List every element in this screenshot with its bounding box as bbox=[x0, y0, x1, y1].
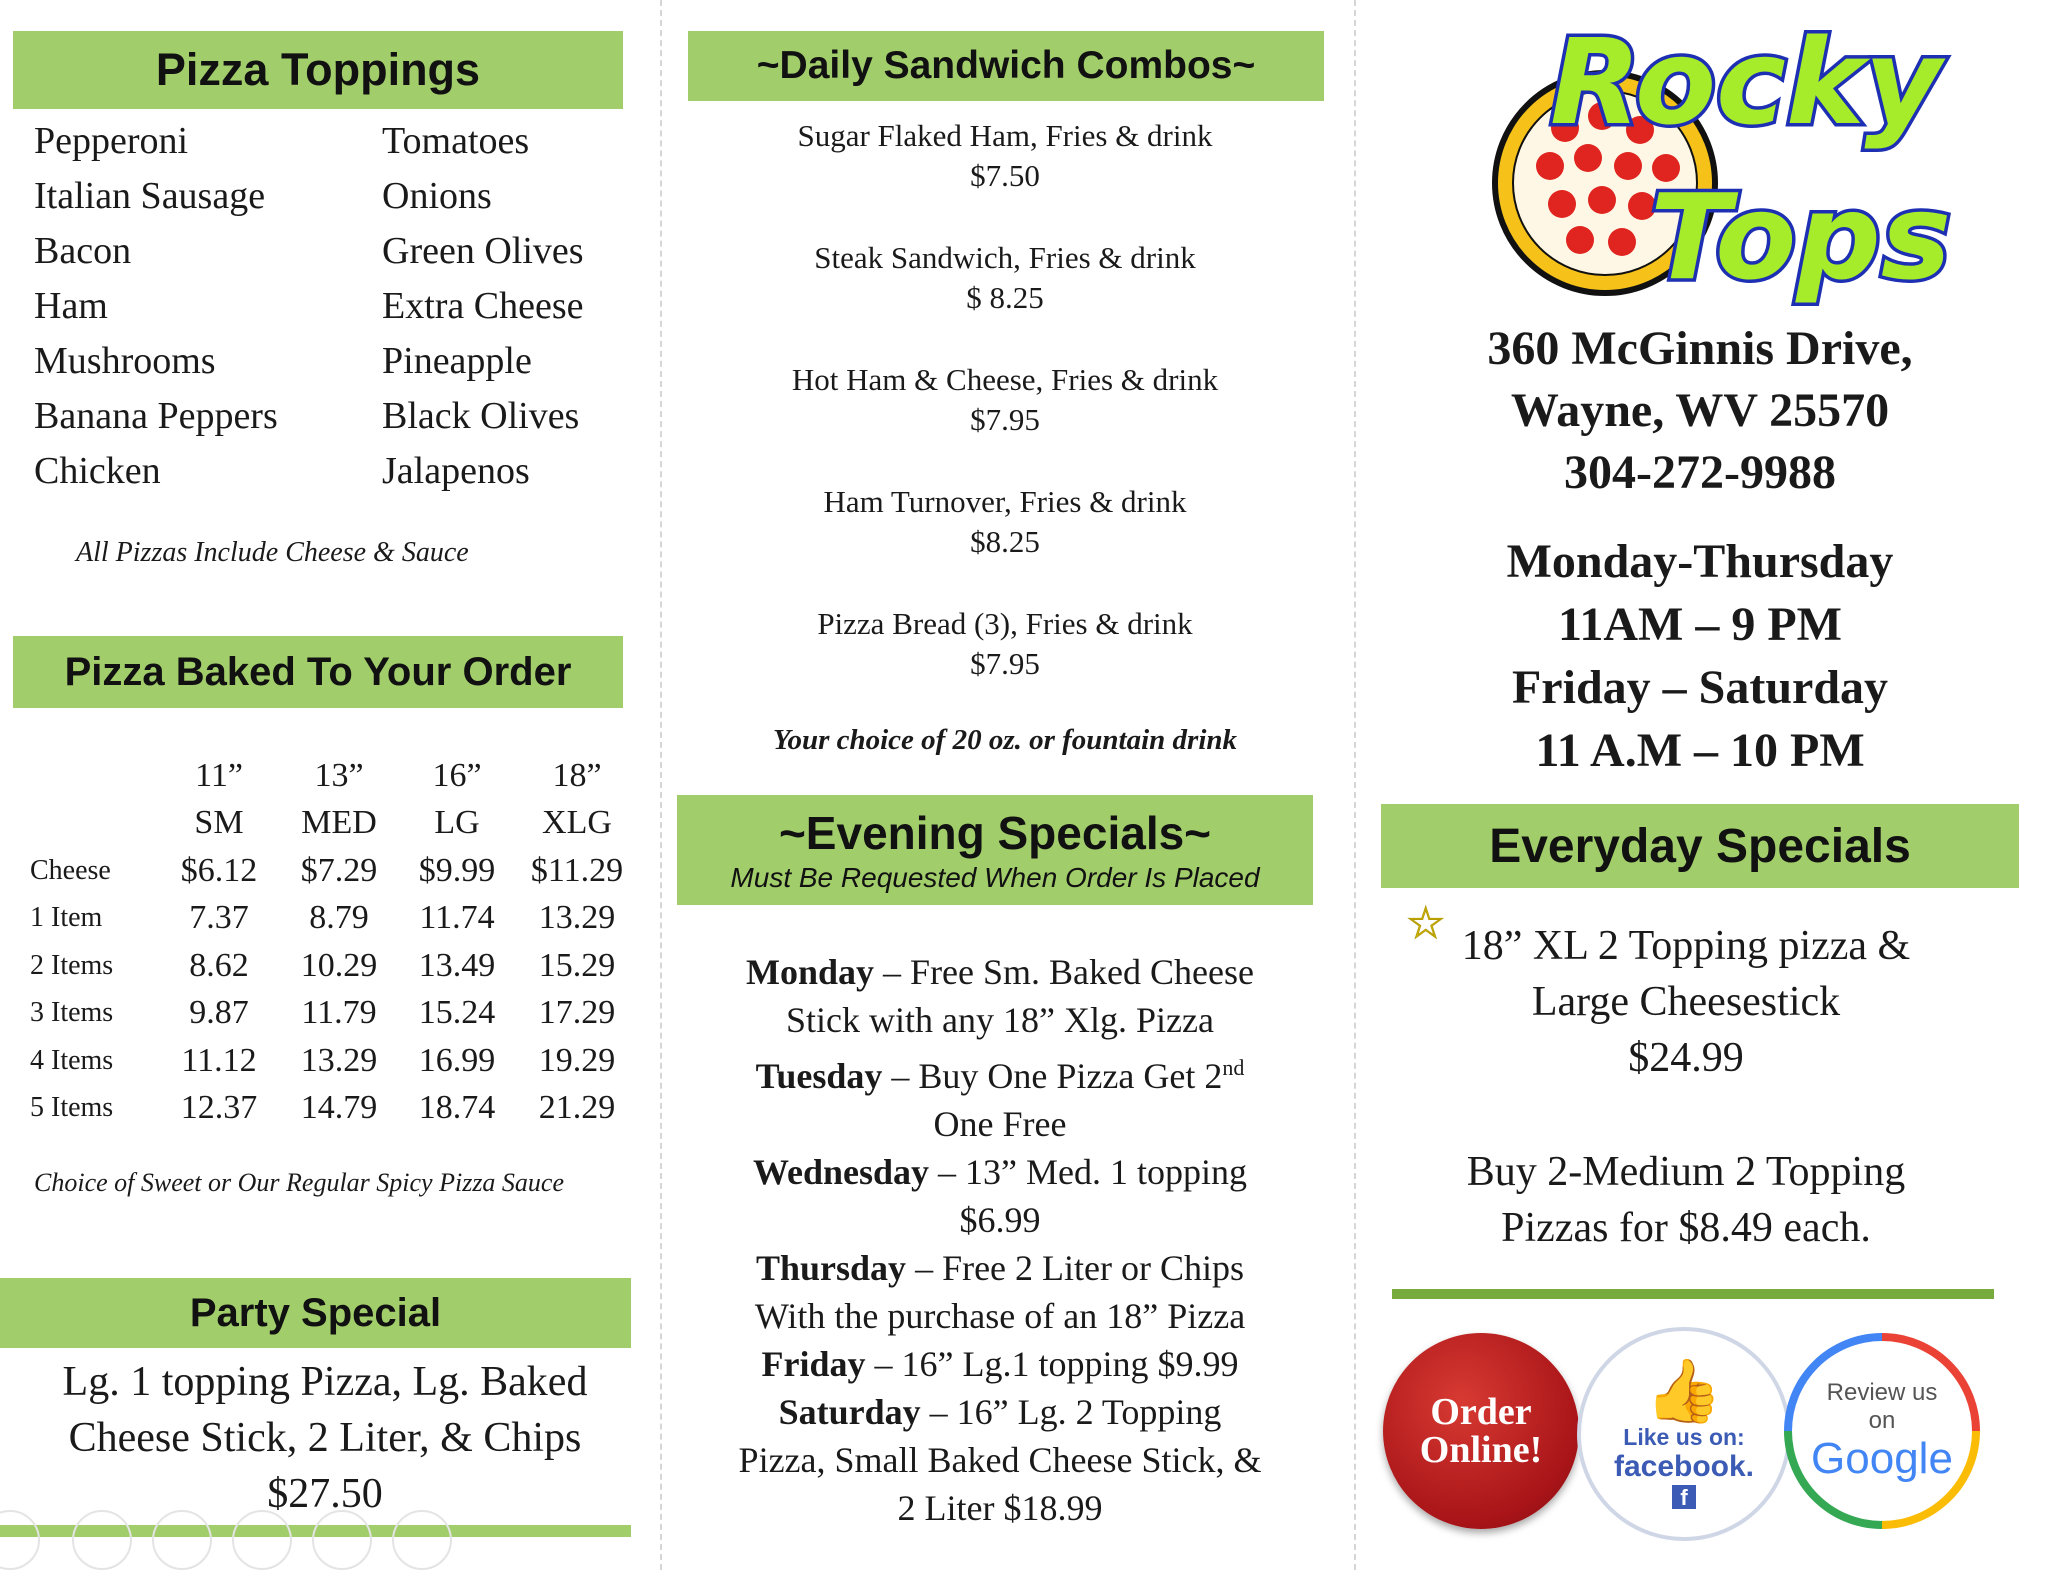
hours-days: Monday-Thursday bbox=[1506, 535, 1894, 588]
combo-name: Hot Ham & Cheese, Fries & drink bbox=[791, 362, 1219, 397]
price-cell: 12.37 bbox=[180, 1089, 258, 1127]
size-cell: 16” bbox=[432, 756, 482, 794]
list-item: Onions bbox=[382, 175, 492, 217]
list-item: Mushrooms bbox=[34, 340, 216, 382]
google-review-button[interactable] bbox=[1784, 1333, 1980, 1529]
sandwich-combos-title: ~Daily Sandwich Combos~ bbox=[756, 44, 1256, 87]
special-line: Large Cheesestick bbox=[1531, 979, 1841, 1025]
facebook-like-button[interactable] bbox=[1577, 1327, 1791, 1541]
combo-price: $8.25 bbox=[970, 524, 1040, 559]
facebook-f-icon: f bbox=[1672, 1485, 1696, 1509]
pizza-baked-header bbox=[13, 636, 623, 708]
price-cell: 15.29 bbox=[538, 946, 616, 984]
party-special-line: Lg. 1 topping Pizza, Lg. Baked bbox=[62, 1359, 588, 1405]
price-cell: 11.79 bbox=[301, 994, 377, 1032]
city-state-zip: Wayne, WV 25570 bbox=[1510, 384, 1890, 437]
sandwich-combo-list bbox=[690, 116, 1320, 726]
list-item: Banana Peppers bbox=[34, 395, 278, 437]
size-name-row bbox=[30, 800, 638, 848]
list-item bbox=[690, 116, 1320, 196]
google-review-label: on bbox=[1868, 1407, 1896, 1434]
evening-special-saturday-cont2: 2 Liter $18.99 bbox=[897, 1488, 1103, 1528]
table-row bbox=[30, 942, 638, 990]
special-line: 18” XL 2 Topping pizza & bbox=[1461, 923, 1911, 969]
price-cell: 8.79 bbox=[309, 899, 369, 937]
facebook-like-label: Like us on: bbox=[1623, 1423, 1745, 1450]
party-special-header bbox=[0, 1278, 631, 1348]
price-cell: 9.87 bbox=[189, 994, 249, 1032]
list-item: Extra Cheese bbox=[382, 285, 584, 327]
price-cell: 14.79 bbox=[300, 1089, 378, 1127]
drink-note: Your choice of 20 oz. or fountain drink bbox=[772, 724, 1238, 756]
zoom-icon[interactable] bbox=[312, 1510, 372, 1570]
party-special-price: $27.50 bbox=[267, 1471, 383, 1517]
price-cell: 17.29 bbox=[538, 994, 616, 1032]
list-item: Pepperoni bbox=[34, 120, 189, 162]
combo-name: Sugar Flaked Ham, Fries & drink bbox=[797, 118, 1213, 153]
price-cell: 11.74 bbox=[419, 899, 495, 937]
size-row bbox=[30, 752, 638, 800]
google-logo: Google bbox=[1811, 1434, 1953, 1483]
order-online-button[interactable] bbox=[1383, 1333, 1579, 1529]
list-item: Black Olives bbox=[382, 395, 580, 437]
price-cell: 19.29 bbox=[538, 1041, 616, 1079]
special-line: Buy 2-Medium 2 Topping bbox=[1466, 1149, 1906, 1195]
row-label: Cheese bbox=[30, 854, 111, 886]
column-divider-1 bbox=[660, 0, 662, 1570]
list-item: Bacon bbox=[34, 230, 132, 272]
logo-word-rocky: Rocky bbox=[1550, 13, 1942, 151]
rocky-tops-logo bbox=[1480, 8, 1952, 328]
table-row bbox=[30, 1085, 638, 1133]
list-item bbox=[690, 604, 1320, 684]
combo-name: Steak Sandwich, Fries & drink bbox=[814, 240, 1196, 275]
logo-word-tops: Tops bbox=[1650, 168, 1952, 306]
evening-specials-title: ~Evening Specials~ bbox=[778, 807, 1212, 859]
phone-number: 304-272-9988 bbox=[1564, 446, 1836, 499]
size-name-cell: XLG bbox=[542, 804, 612, 842]
size-name-cell: MED bbox=[301, 804, 377, 842]
everyday-special-2 bbox=[1380, 1144, 1992, 1256]
row-label: 4 Items bbox=[30, 1044, 114, 1076]
size-cell: 13” bbox=[314, 756, 364, 794]
pizza-baked-title: Pizza Baked To Your Order bbox=[64, 649, 572, 694]
price-cell: 15.24 bbox=[418, 994, 496, 1032]
row-label: 3 Items bbox=[30, 997, 114, 1029]
next-slide-icon[interactable] bbox=[72, 1510, 132, 1570]
evening-special-thursday: Thursday – Free 2 Liter or Chips bbox=[755, 1248, 1245, 1288]
list-item: Ham bbox=[34, 285, 108, 327]
list-item: Italian Sausage bbox=[34, 175, 266, 217]
combo-price: $7.95 bbox=[970, 646, 1040, 681]
more-options-icon[interactable] bbox=[392, 1510, 452, 1570]
hours-time: 11 A.M – 10 PM bbox=[1535, 724, 1865, 777]
price-cell: 13.29 bbox=[300, 1041, 378, 1079]
green-rule bbox=[1392, 1289, 1994, 1299]
size-name-cell: SM bbox=[194, 804, 244, 842]
everyday-specials-title: Everyday Specials bbox=[1489, 819, 1911, 873]
combo-name: Ham Turnover, Fries & drink bbox=[823, 484, 1187, 519]
evening-special-saturday: Saturday – 16” Lg. 2 Topping bbox=[778, 1392, 1222, 1432]
party-special-line: Cheese Stick, 2 Liter, & Chips bbox=[68, 1415, 582, 1461]
price-cell: $7.29 bbox=[300, 851, 378, 889]
evening-special-wednesday-cont: $6.99 bbox=[959, 1200, 1041, 1240]
price-cell: 8.62 bbox=[189, 946, 249, 984]
table-row bbox=[30, 990, 638, 1038]
evening-specials-subtitle: Must Be Requested When Order Is Placed bbox=[730, 862, 1260, 893]
toppings-list-left bbox=[34, 114, 278, 499]
price-cell: 10.29 bbox=[300, 946, 378, 984]
price-cell: 16.99 bbox=[418, 1041, 496, 1079]
list-item: Tomatoes bbox=[382, 120, 530, 162]
price-cell: $9.99 bbox=[418, 851, 496, 889]
hours-days: Friday – Saturday bbox=[1511, 661, 1889, 714]
table-row bbox=[30, 895, 638, 943]
evening-special-thursday-cont: With the purchase of an 18” Pizza bbox=[754, 1296, 1246, 1336]
party-special-title: Party Special bbox=[189, 1290, 442, 1335]
price-cell: 21.29 bbox=[538, 1089, 616, 1127]
price-cell: 7.37 bbox=[189, 899, 249, 937]
toppings-note: All Pizzas Include Cheese & Sauce bbox=[76, 537, 469, 568]
price-cell: 13.29 bbox=[538, 899, 616, 937]
everyday-special-1 bbox=[1380, 918, 1992, 1086]
price-cell: $6.12 bbox=[180, 851, 258, 889]
evening-special-tuesday-cont: One Free bbox=[933, 1104, 1067, 1144]
evening-special-wednesday: Wednesday – 13” Med. 1 topping bbox=[752, 1152, 1248, 1192]
pen-icon[interactable] bbox=[152, 1510, 212, 1570]
table-row bbox=[30, 847, 638, 895]
price-cell: 11.12 bbox=[181, 1041, 257, 1079]
evening-special-monday-cont: Stick with any 18” Xlg. Pizza bbox=[786, 1000, 1214, 1040]
list-item bbox=[690, 360, 1320, 440]
facebook-word: facebook. bbox=[1613, 1449, 1755, 1483]
hours-time: 11AM – 9 PM bbox=[1558, 598, 1842, 651]
size-name-cell: LG bbox=[434, 804, 480, 842]
column-divider-2 bbox=[1354, 0, 1356, 1570]
special-line: Pizzas for $8.49 each. bbox=[1501, 1205, 1871, 1251]
hours-block bbox=[1380, 530, 2020, 782]
list-item: Green Olives bbox=[382, 230, 584, 272]
everyday-specials-header bbox=[1381, 804, 2019, 888]
slides-icon[interactable] bbox=[232, 1510, 292, 1570]
pizza-price-table bbox=[30, 752, 638, 1132]
evening-special-monday: Monday – Free Sm. Baked Cheese bbox=[746, 952, 1254, 992]
price-cell: 13.49 bbox=[418, 946, 496, 984]
row-label: 1 Item bbox=[30, 902, 103, 934]
list-item: Chicken bbox=[34, 450, 161, 492]
size-cell: 11” bbox=[195, 756, 243, 794]
combo-price: $7.95 bbox=[970, 402, 1040, 437]
google-review-label: Review us bbox=[1826, 1379, 1938, 1406]
sauce-note: Choice of Sweet or Our Regular Spicy Pizza Sauce bbox=[34, 1168, 565, 1197]
price-cell: 18.74 bbox=[418, 1089, 496, 1127]
logo-graphic bbox=[1480, 8, 1952, 328]
star-icon: ☆ bbox=[1406, 899, 1446, 948]
evening-specials-list bbox=[680, 948, 1320, 1532]
evening-special-saturday-cont: Pizza, Small Baked Cheese Stick, & bbox=[738, 1440, 1262, 1480]
table-row bbox=[30, 1037, 638, 1085]
row-label: 5 Items bbox=[30, 1092, 114, 1124]
evening-special-tuesday: Tuesday – Buy One Pizza Get 2nd bbox=[755, 1055, 1245, 1096]
list-item bbox=[690, 482, 1320, 562]
list-item: Jalapenos bbox=[382, 450, 530, 492]
party-special-body bbox=[10, 1354, 640, 1522]
combo-name: Pizza Bread (3), Fries & drink bbox=[817, 606, 1193, 641]
size-cell: 18” bbox=[552, 756, 602, 794]
order-online-line: Online! bbox=[1419, 1429, 1543, 1471]
sandwich-combos-header bbox=[688, 31, 1324, 101]
address-block bbox=[1380, 318, 2020, 504]
pizza-toppings-header bbox=[13, 31, 623, 109]
list-item bbox=[690, 238, 1320, 318]
toppings-list-right bbox=[382, 114, 584, 499]
row-label: 2 Items bbox=[30, 949, 114, 981]
pizza-toppings-title: Pizza Toppings bbox=[155, 44, 481, 95]
combo-price: $7.50 bbox=[970, 158, 1040, 193]
special-price: $24.99 bbox=[1628, 1035, 1744, 1081]
thumbs-up-icon: 👍 bbox=[1645, 1357, 1723, 1426]
price-cell: $11.29 bbox=[530, 851, 624, 889]
evening-special-friday: Friday – 16” Lg.1 topping $9.99 bbox=[761, 1344, 1239, 1384]
combo-price: $ 8.25 bbox=[966, 280, 1044, 315]
evening-specials-header bbox=[677, 795, 1313, 905]
list-item: Pineapple bbox=[382, 340, 532, 382]
order-online-line: Order bbox=[1430, 1391, 1532, 1433]
street-address: 360 McGinnis Drive, bbox=[1487, 322, 1913, 375]
